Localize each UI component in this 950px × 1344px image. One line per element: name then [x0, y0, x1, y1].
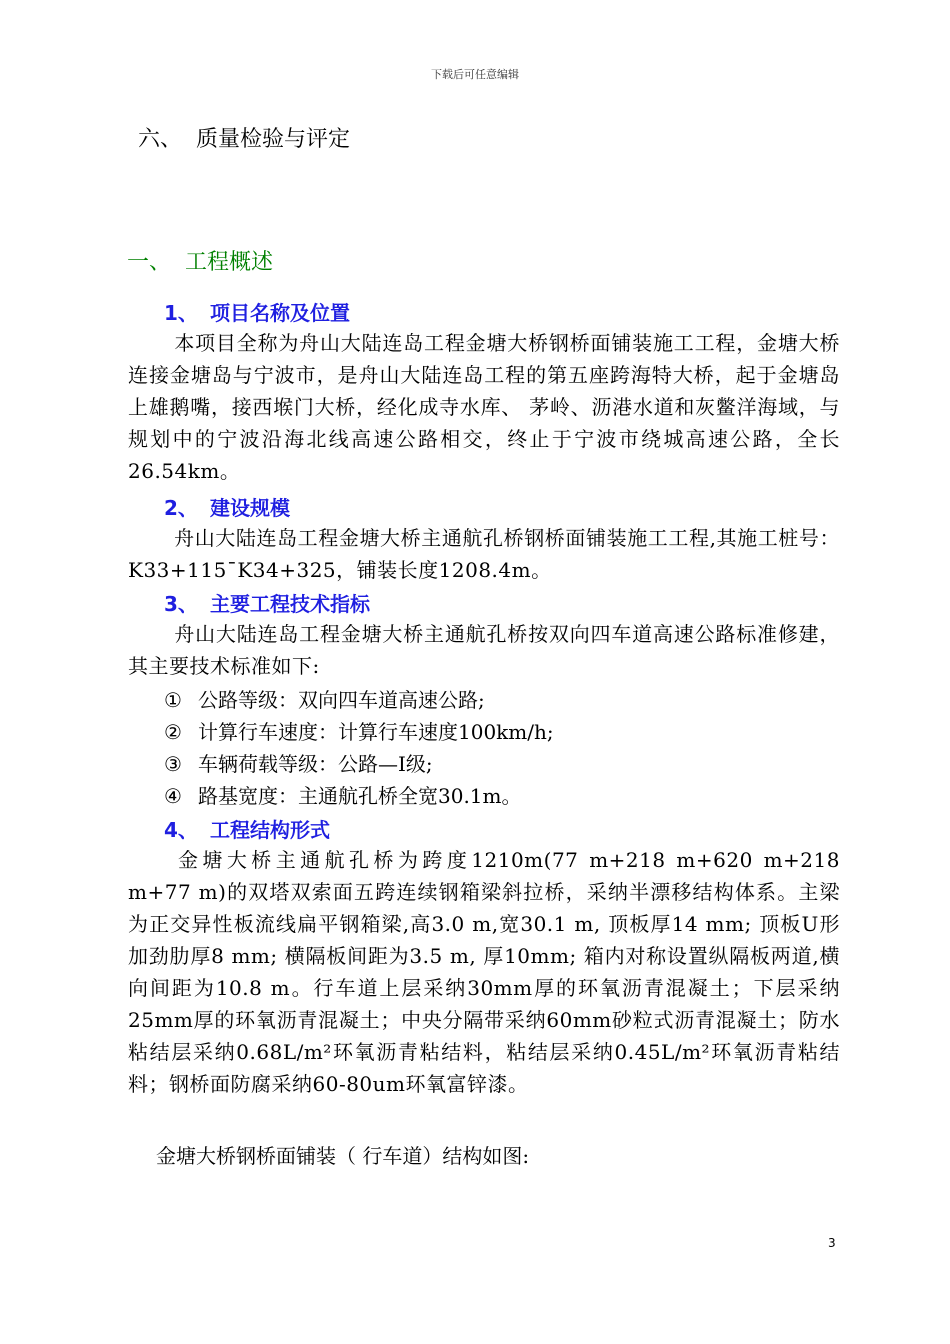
- subsection-1-number: 1、: [164, 301, 198, 325]
- header-note: 下载后可任意编辑: [431, 68, 519, 81]
- spec-item: [164, 716, 554, 748]
- spec-item-mark: ③: [164, 752, 182, 776]
- section-1-heading: [127, 245, 273, 276]
- subsection-4-closing: 金塘大桥钢桥面铺装（ 行车道）结构如图:: [156, 1144, 530, 1168]
- section-6-heading: [138, 122, 350, 153]
- section-6-number: 六、: [138, 127, 183, 152]
- subsection-2-heading: [164, 492, 290, 521]
- subsection-4-title: 工程结构形式: [210, 818, 330, 842]
- spec-item-text: 计算行车速度：计算行车速度100km/h;: [198, 720, 554, 744]
- subsection-4-heading: [164, 814, 330, 843]
- subsection-3-title: 主要工程技术指标: [210, 592, 370, 616]
- spec-item: [164, 748, 433, 780]
- spec-item-text: 公路等级：双向四车道高速公路;: [198, 688, 485, 712]
- section-6-title: 质量检验与评定: [196, 127, 351, 152]
- spec-item-mark: ①: [164, 688, 182, 712]
- subsection-1-paragraph: [128, 327, 840, 487]
- subsection-4-paragraph: [128, 844, 840, 1100]
- subsection-3-heading: [164, 588, 370, 617]
- spec-item: [164, 684, 485, 716]
- subsection-4-number: 4、: [164, 818, 198, 842]
- subsection-3-number: 3、: [164, 592, 198, 616]
- section-1-number: 一、: [127, 250, 172, 275]
- spec-item-text: 路基宽度：主通航孔桥全宽30.1m。: [198, 784, 522, 808]
- subsection-4-text: 金塘大桥主通航孔桥为跨度1210m(77 m+218 m+620 m+218 m+77 m)的双塔双索面五跨连续钢箱梁斜拉桥，采纳半漂移结构体系。主梁为正交异性板流线扁平钢箱梁,高3.0 m,宽30.1 m, 顶板厚14 mm; 顶板U形加劲肋厚8 mm; 横隔板间距为3.5 m, 厚10mm; 箱内对称设置纵隔板两道,横向间距为10.8 m。行车道上层采纳30mm厚的环氧沥青混凝土；下层采纳25mm厚的环氧沥青混凝土；中央分隔带采纳60mm砂粒式沥青混凝土；防水粘结层采纳0.68L/m²环氧沥青粘结料，粘结层采纳0.45L/m²环氧沥青粘结料；钢桥面防腐采纳60-80um环氧富锌漆。: [128, 848, 840, 1096]
- spec-item-text: 车辆荷载等级：公路—Ⅰ级;: [198, 752, 433, 776]
- subsection-1-text: 本项目全称为舟山大陆连岛工程金塘大桥钢桥面铺装施工工程，金塘大桥连接金塘岛与宁波市，是舟山大陆连岛工程的第五座跨海特大桥，起于金塘岛上雄鹅嘴，接西堠门大桥，经化成寺水库、 茅岭、沥港水道和灰鳖洋海域，与规划中的宁波沿海北线高速公路相交，终止于宁波市绕城高速公路，全长26.54km。: [128, 331, 840, 483]
- subsection-1-title: 项目名称及位置: [210, 301, 350, 325]
- subsection-1-heading: [164, 297, 350, 326]
- section-1-title: 工程概述: [185, 250, 274, 275]
- spec-item-mark: ②: [164, 720, 182, 744]
- subsection-2-number: 2、: [164, 496, 198, 520]
- subsection-2-title: 建设规模: [210, 496, 290, 520]
- page-number: 3: [828, 1236, 836, 1250]
- subsection-2-paragraph: [128, 522, 840, 586]
- subsection-2-text: 舟山大陆连岛工程金塘大桥主通航孔桥钢桥面铺装施工工程,其施工桩号：K33+115¯K34+325，铺装长度1208.4m。: [128, 526, 840, 582]
- subsection-3-text: 舟山大陆连岛工程金塘大桥主通航孔桥按双向四车道高速公路标准修建，其主要技术标准如下:: [128, 622, 840, 678]
- spec-item-mark: ④: [164, 784, 182, 808]
- subsection-3-paragraph: [128, 618, 840, 682]
- spec-item: [164, 780, 522, 812]
